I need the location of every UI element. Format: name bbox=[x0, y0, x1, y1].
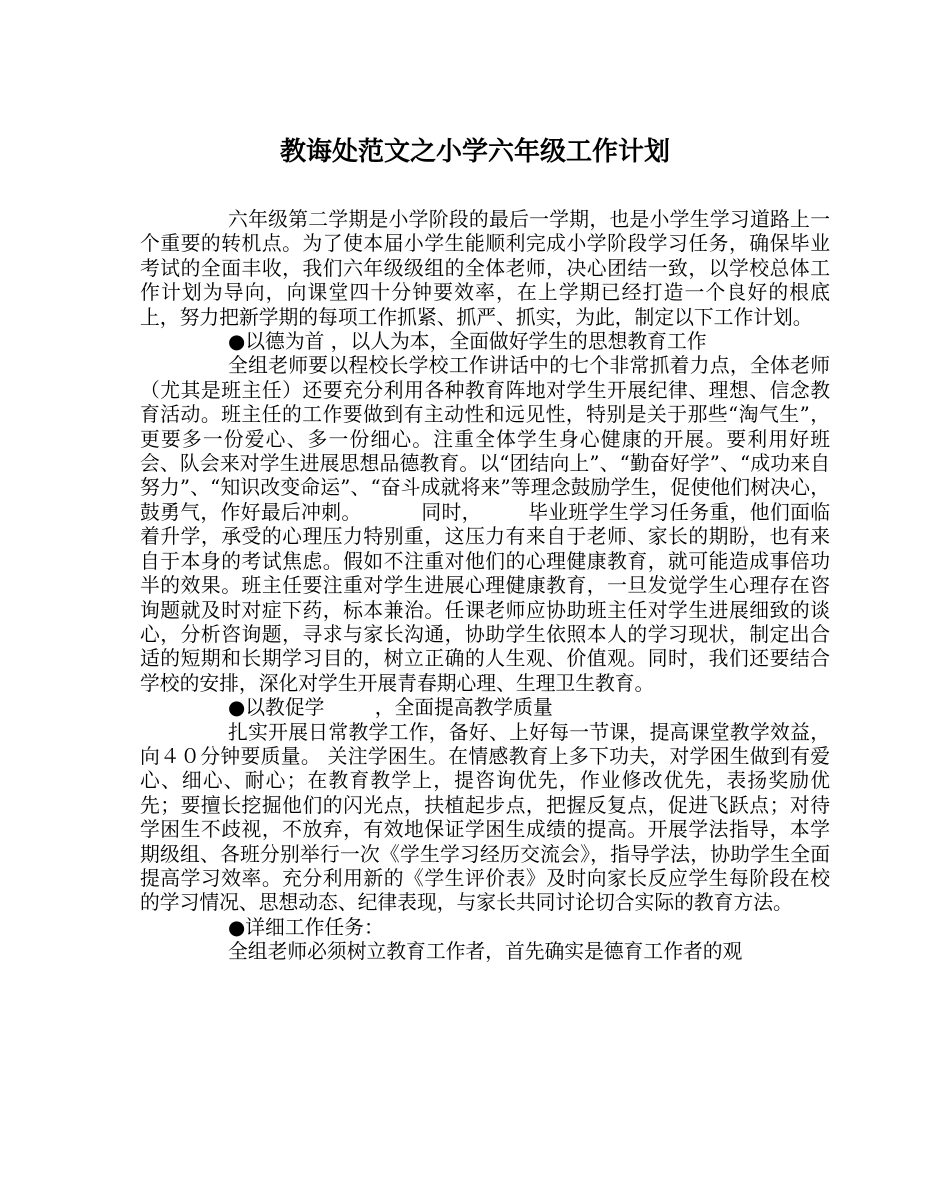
section-heading-work-tasks: ●详细工作任务： bbox=[228, 915, 384, 939]
paragraph-work-tasks: 全组老师必须树立教育工作者，首先确实是德育工作者的观 bbox=[228, 940, 743, 964]
section-heading-moral-education: ●以德为首 ，以人为本，全面做好学生的思想教育工作 bbox=[228, 330, 707, 354]
document-body bbox=[140, 208, 830, 965]
document-title: 教诲处范文之小学六年级工作计划 bbox=[279, 137, 670, 167]
paragraph-moral-education: 全组老师要以程校长学校工作讲话中的七个非常抓着力点，全体老师（尤其是班主任）还要充分利用各种教育阵地对学生开展纪律、理想、信念教育活动。班主任的工作要做到有主动性和远见性，特别是关于那些“淘气生”，更要多一份爱心、多一份细心。注重全体学生身心健康的开展。要利用好班会、队会来对学生进展思想品德教育。以“团结向上”、“勤奋好学”、“成功来自努力”、“知识改变命运”、“奋斗成就将来”等理念鼓励学生，促使他们树决心，鼓勇气，作好最后冲刺。 同时， 毕业班学生学习任务重，他们面临着升学，承受的心理压力特别重，这压力有来自于老师、家长的期盼，也有来自于本身的考试焦虑。假如不注重对他们的心理健康教育，就可能造成事倍功半的效果。班主任要注重对学生进展心理健康教育，一旦发觉学生心理存在咨询题就及时对症下药，标本兼治。任课老师应协助班主任对学生进展细致的谈心，分析咨询题，寻求与家长沟通，协助学生依照本人的学习现状，制定出合适的短期和长期学习目的，树立正确的人生观、价值观。同时，我们还要结合学校的安排，深化对学生开展青春期心理、生理卫生教育。 bbox=[140, 354, 830, 695]
paragraph-teaching-quality: 扎实开展日常教学工作，备好、上好每一节课，提高课堂教学效益，向４０分钟要质量。 关注学困生。在情感教育上多下功夫，对学困生做到有爱心、细心、耐心；在教育教学上，提咨询优先，作业修改优先，表扬奖励优先；要擅长挖掘他们的闪光点，扶植起步点，把握反复点，促进飞跃点；对待学困生不歧视，不放弃，有效地保证学困生成绩的提高。开展学法指导，本学期级组、各班分别举行一次《学生学习经历交流会》，指导学法，协助学生全面提高学习效率。充分利用新的《学生评价表》及时向家长反应学生每阶段在校的学习情况、思想动态、纪律表现，与家长共同讨论切合实际的教育方法。 bbox=[140, 720, 830, 915]
section-heading-teaching-quality: ●以教促学 ，全面提高教学质量 bbox=[228, 696, 553, 720]
paragraph-intro: 六年级第二学期是小学阶段的最后一学期，也是小学生学习道路上一个重要的转机点。为了使本届小学生能顺利完成小学阶段学习任务，确保毕业考试的全面丰收，我们六年级级组的全体老师，决心团结一致，以学校总体工作计划为导向，向课堂四十分钟要效率，在上学期已经打造一个良好的根底上，努力把新学期的每项工作抓紧、抓严、抓实，为此，制定以下工作计划。 bbox=[140, 208, 830, 329]
